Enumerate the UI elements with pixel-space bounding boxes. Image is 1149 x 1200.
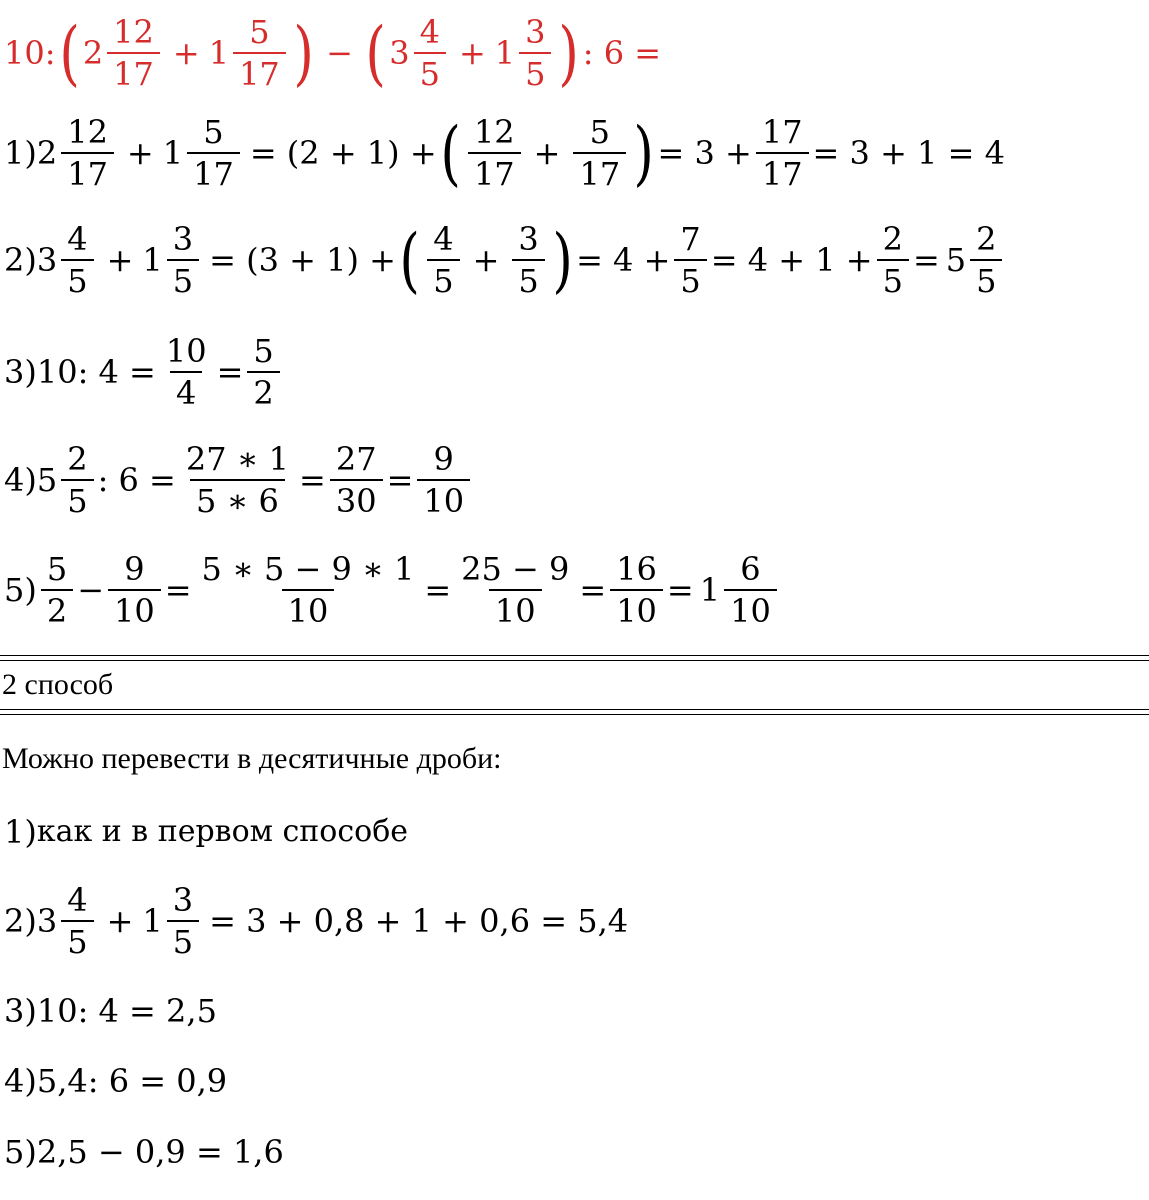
problem-tail: : 6 = [582,34,662,72]
step-label: 5) [4,1133,37,1171]
fraction: $\frac{27 ∗ 1}{5 ∗ 6}$ [185,440,290,520]
method2-heading: 2 способ [2,668,114,701]
divider-line [0,655,1149,656]
term3-whole: 3 [389,34,410,72]
method2-step3: 3) 10: 4 = 2,5 [4,992,217,1030]
method1-step2: 2) 3 $\frac{4}{5}$ + 1 $\frac{3}{5}$ = (3 + 1) + ( $\frac{4}{5}$ + $\frac{3}{5}$ ) = 4 + $\frac{7}{5}$ = 4 + 1 + $\frac{2}{5}$ = 5 $\frac{2}{5}$ [4,215,1006,305]
fraction: $\frac{2}{5}$ [970,223,1002,297]
fraction: $\frac{12}{17}$ [61,116,114,190]
fraction: $\frac{3}{5}$ [167,223,199,297]
step-label: 3) [4,992,37,1030]
fraction: $\frac{5}{17}$ [573,116,626,190]
step-label: 4) [4,1062,37,1100]
fraction: $\frac{17}{17}$ [756,116,809,190]
plus-sign: + [458,34,486,72]
fraction: $\frac{9}{10}$ [108,553,161,627]
fraction: $\frac{2}{5}$ [61,443,93,517]
method2-intro: Можно перевести в десятичные дроби: [2,742,502,775]
method1-step4: 4) 5 $\frac{2}{5}$ : 6 = $\frac{27 ∗ 1}{5 ∗ 6}$ = $\frac{27}{30}$ = $\frac{9}{10}$ [4,435,474,525]
term4-fraction: $\frac{3}{5}$ [519,16,551,90]
step-label: 4) [4,461,37,499]
step-label: 3) [4,353,37,391]
step-label: 1) [4,134,37,172]
fraction: $\frac{3}{5}$ [167,884,199,958]
fraction: $\frac{5 ∗ 5 - 9 ∗ 1}{10}$ [201,550,415,630]
fraction: $\frac{10}{4}$ [165,332,207,412]
fraction: $\frac{4}{5}$ [427,223,459,297]
method2-step5: 5) 2,5 − 0,9 = 1,6 [4,1133,284,1171]
divider-line [0,714,1149,715]
step-label: 2) [4,902,37,940]
fraction: $\frac{2}{5}$ [877,223,909,297]
term2-fraction: $\frac{5}{17}$ [233,16,286,90]
open-paren: ( [58,12,80,94]
problem-expression [4,8,661,98]
problem-lead: 10: [4,34,56,72]
step-label: 5) [4,571,37,609]
fraction: $\frac{25 - 9}{10}$ [461,550,570,630]
fraction: $\frac{6}{10}$ [724,553,777,627]
fraction: $\frac{7}{5}$ [674,223,706,297]
term2-whole: 1 [208,34,230,72]
divider-line [0,709,1149,710]
method2-step2: 2) 3 $\frac{4}{5}$ + 1 $\frac{3}{5}$ = 3 + 0,8 + 1 + 0,6 = 5,4 [4,881,629,961]
term4-whole: 1 [494,34,516,72]
fraction: $\frac{5}{2}$ [247,335,279,409]
fraction: $\frac{12}{17}$ [468,116,521,190]
close-paren: ) [293,12,314,94]
fraction: $\frac{5}{2}$ [41,553,73,627]
open-paren: ( [365,12,386,94]
step-label: 2) [4,241,37,279]
step-label: 1) [4,813,37,851]
divider-line [0,660,1149,661]
term3-fraction: $\frac{4}{5}$ [414,16,446,90]
fraction: $\frac{4}{5}$ [61,884,93,958]
method1-step5: 5) $\frac{5}{2}$ − $\frac{9}{10}$ = $\frac{5 ∗ 5 - 9 ∗ 1}{10}$ = $\frac{25 - 9}{10}$ = $\frac{16}{10}$ = 1 $\frac{6}{10}$ [4,545,781,635]
term1-whole: 2 [82,34,104,72]
minus-sign: − [326,34,353,72]
plus-sign: + [172,34,200,72]
method1-step3: 3) 10: 4 = $\frac{10}{4}$ = $\frac{5}{2}$ [4,327,284,417]
fraction: $\frac{4}{5}$ [61,223,93,297]
method2-step1: 1) как и в первом способе [4,813,409,851]
close-paren: ) [558,12,580,94]
method1-step1: 1) 2 $\frac{12}{17}$ + 1 $\frac{5}{17}$ = (2 + 1) + ( $\frac{12}{17}$ + $\frac{5}{17}$ ) = 3 + $\frac{17}{17}$ = 3 + 1 = 4 [4,112,1005,194]
fraction: $\frac{9}{10}$ [417,443,470,517]
fraction: $\frac{5}{17}$ [187,116,240,190]
method2-step4: 4) 5,4: 6 = 0,9 [4,1062,228,1100]
fraction: $\frac{3}{5}$ [512,223,544,297]
fraction: $\frac{16}{10}$ [610,553,663,627]
fraction: $\frac{27}{30}$ [330,443,383,517]
term1-fraction: $\frac{12}{17}$ [107,16,160,90]
